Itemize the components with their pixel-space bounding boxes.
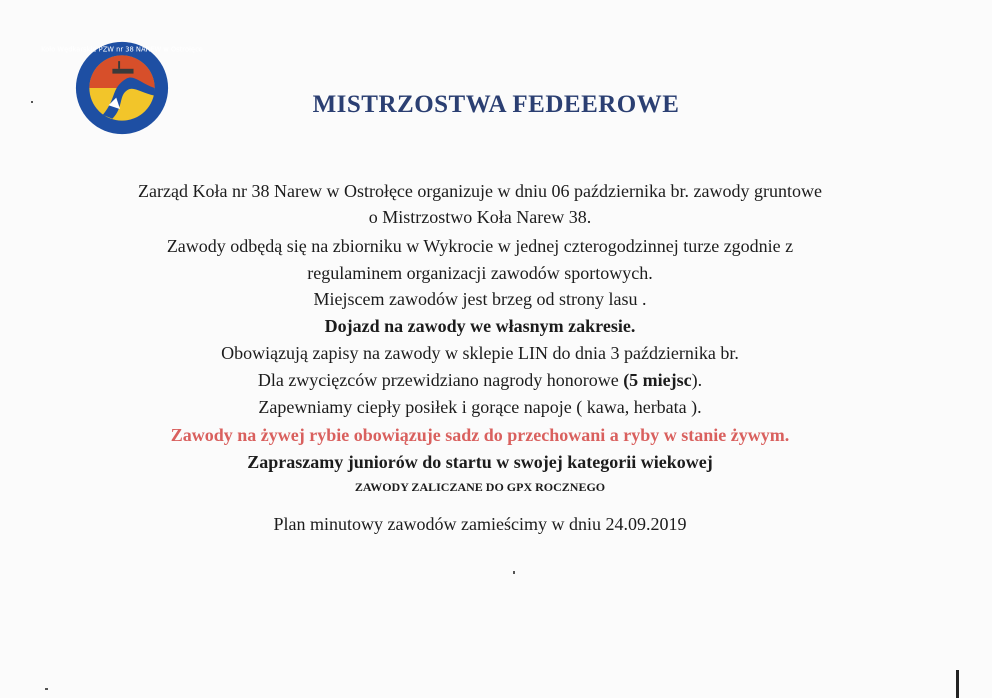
- paragraph-2-line-1: Zawody odbędą się na zbiorniku w Wykrocie w jednej czterogodzinnej turze zgodnie z: [166, 236, 794, 256]
- logo-ring-text: Koło Wędkarskie PZW nr 38 NAREW w Ostrołęce: [41, 45, 203, 54]
- gpx-line: ZAWODY ZALICZANE DO GPX ROCZNEGO: [354, 480, 606, 494]
- travel-line: Dojazd na zawody we własnym zakresie.: [324, 316, 636, 336]
- document-title: MISTRZOSTWA FEDEEROWE: [312, 91, 680, 118]
- scan-speck: [31, 101, 33, 103]
- paragraph-2-line-2: regulaminem organizacji zawodów sportowych.: [307, 263, 653, 283]
- club-seal-icon: [41, 40, 203, 136]
- scan-speck: [513, 571, 515, 574]
- prizes-bold: (5 miejsc: [623, 370, 692, 390]
- live-fish-notice: Zawody na żywej rybie obowiązuje sadz do przechowani a ryby w stanie żywym.: [170, 425, 790, 445]
- prizes-prefix: Dla zwycięzców przewidziano nagrody honorowe: [257, 370, 619, 390]
- place-line: Miejscem zawodów jest brzeg od strony lasu .: [313, 289, 647, 309]
- scan-edge-mark: [956, 670, 959, 698]
- schedule-line: Plan minutowy zawodów zamieścimy w dniu 24.09.2019: [273, 514, 687, 534]
- paragraph-1-line-2: o Mistrzostwo Koła Narew 38.: [368, 207, 592, 227]
- prizes-line: [0, 369, 960, 391]
- meal-line: Zapewniamy ciepły posiłek i gorące napoje ( kawa, herbata ).: [258, 397, 702, 417]
- scan-speck: [45, 688, 48, 690]
- registration-line: Obowiązują zapisy na zawody w sklepie LIN do dnia 3 października br.: [221, 343, 739, 363]
- prizes-suffix: ).: [691, 370, 703, 390]
- paragraph-1-line-1: Zarząd Koła nr 38 Narew w Ostrołęce organizuje w dniu 06 października br. zawody gruntowe: [138, 181, 822, 201]
- juniors-line: Zapraszamy juniorów do startu w swojej kategorii wiekowej: [247, 452, 713, 472]
